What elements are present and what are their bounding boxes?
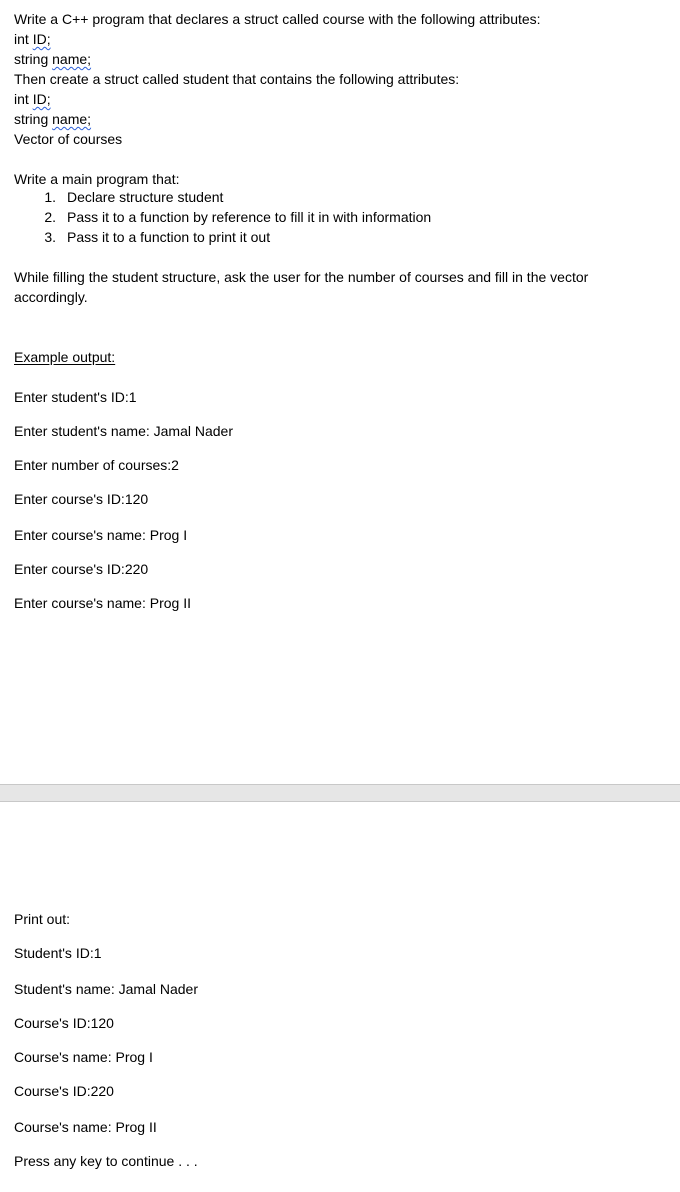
example-line: Enter student's name: Jamal Nader [14, 423, 234, 439]
list-item-number: 2. [44, 209, 56, 225]
type-int: int [14, 31, 33, 47]
student-id-attribute [14, 89, 51, 109]
list-item: Pass it to a function by reference to fill it in with information [67, 209, 432, 225]
course-name-field: name; [52, 51, 92, 67]
course-id-field: ID; [32, 31, 51, 47]
list-item-number: 1. [44, 189, 56, 205]
main-program-heading: Write a main program that: [14, 171, 180, 187]
type-string: string [14, 51, 53, 67]
course-name-attribute [14, 49, 91, 69]
printout-line: Press any key to continue . . . [14, 1153, 198, 1169]
printout-line: Course's name: Prog I [14, 1049, 153, 1065]
example-output-heading: Example output: [14, 349, 116, 365]
page-break [0, 784, 680, 802]
instructions-paragraph: While filling the student structure, ask the user for the number of courses and fill in the vector accordingly. [14, 269, 589, 305]
printout-line: Course's ID:220 [14, 1083, 114, 1099]
example-line: Enter student's ID:1 [14, 389, 137, 405]
intro-line-1: Write a C++ program that declares a struct called course with the following attributes: [14, 11, 541, 27]
student-id-field: ID; [32, 91, 51, 107]
intro-line-4: Then create a struct called student that contains the following attributes: [14, 71, 460, 87]
printout-line: Student's name: Jamal Nader [14, 981, 198, 997]
student-name-field: name; [52, 111, 92, 127]
example-line: Enter course's name: Prog II [14, 595, 191, 611]
printout-heading: Print out: [14, 911, 71, 927]
vector-of-courses-line: Vector of courses [14, 131, 123, 147]
example-line: Enter course's ID:220 [14, 561, 149, 577]
example-line: Enter course's name: Prog I [14, 527, 188, 543]
printout-line: Student's ID:1 [14, 945, 102, 961]
printout-line: Course's name: Prog II [14, 1119, 157, 1135]
type-string: string [14, 111, 53, 127]
list-item: Declare structure student [67, 189, 224, 205]
type-int: int [14, 91, 33, 107]
course-id-attribute [14, 29, 51, 49]
example-line: Enter course's ID:120 [14, 491, 149, 507]
example-line: Enter number of courses:2 [14, 457, 179, 473]
printout-line: Course's ID:120 [14, 1015, 114, 1031]
list-item: Pass it to a function to print it out [67, 229, 271, 245]
list-item-number: 3. [44, 229, 56, 245]
student-name-attribute [14, 109, 91, 129]
